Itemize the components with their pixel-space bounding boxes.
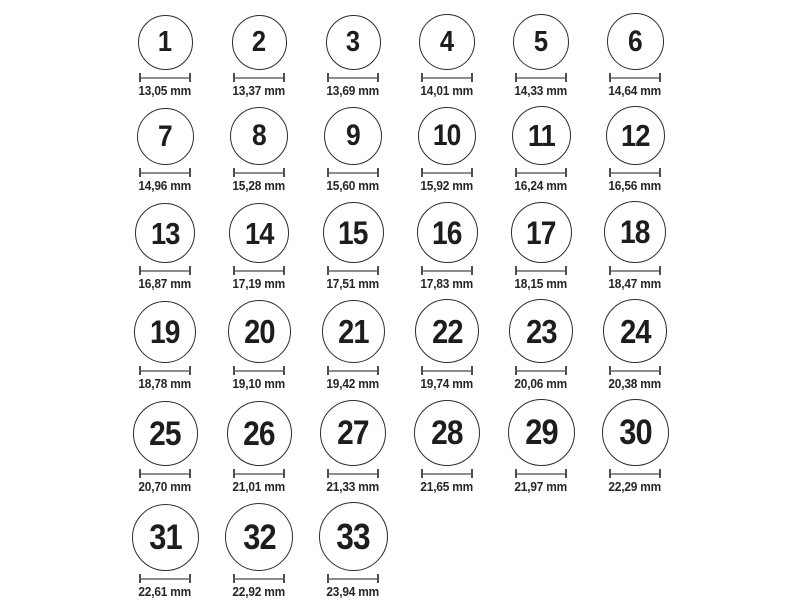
diameter-label: 14,64 mm [608, 84, 662, 98]
ring-size-cell [588, 106, 682, 194]
diameter-label: 21,01 mm [232, 480, 286, 494]
diameter-measure-line [233, 73, 285, 82]
ring-size-cell [306, 502, 400, 600]
diameter-measure-line [515, 168, 567, 177]
diameter-measure-line [609, 168, 661, 177]
ring-size-cell [400, 202, 494, 292]
diameter-measure-line [421, 266, 473, 275]
diameter-measure-line [327, 366, 379, 375]
diameter-label: 13,05 mm [138, 84, 192, 98]
ring-size-cell [400, 400, 494, 495]
ring-size-number: 28 [431, 414, 463, 452]
ring-size-number: 33 [336, 515, 370, 557]
ring-circle [132, 504, 199, 571]
ring-size-cell [306, 202, 400, 292]
ring-size-number: 30 [618, 413, 652, 452]
ring-size-number: 16 [432, 214, 462, 251]
ring-size-cell [118, 15, 212, 99]
diameter-label: 20,70 mm [138, 480, 192, 494]
ring-size-cell [118, 108, 212, 194]
diameter-measure-line [139, 266, 191, 275]
ring-circle [415, 299, 479, 363]
diameter-measure-line [515, 469, 567, 478]
diameter-label: 18,15 mm [514, 277, 568, 291]
diameter-label: 21,65 mm [420, 480, 474, 494]
ring-circle [418, 107, 476, 165]
ring-size-cell [118, 301, 212, 392]
ring-circle [604, 201, 666, 263]
ring-size-number: 3 [346, 26, 360, 58]
diameter-label: 14,33 mm [514, 84, 568, 98]
diameter-label: 13,37 mm [232, 84, 286, 98]
ring-circle [603, 299, 667, 363]
ring-size-cell [400, 14, 494, 99]
diameter-label: 15,92 mm [420, 179, 474, 193]
ring-size-cell [588, 13, 682, 99]
diameter-measure-line [609, 73, 661, 82]
diameter-label: 15,60 mm [326, 179, 380, 193]
ring-circle [137, 108, 194, 165]
ring-circle [322, 300, 385, 363]
ring-size-number: 7 [158, 119, 172, 153]
ring-size-cell [212, 15, 306, 99]
diameter-measure-line [327, 469, 379, 478]
ring-size-cell [118, 504, 212, 600]
size-row [0, 13, 800, 99]
diameter-measure-line [327, 73, 379, 82]
diameter-measure-line [139, 574, 191, 583]
ring-circle [320, 400, 386, 466]
ring-size-cell [494, 202, 588, 292]
ring-size-number: 19 [150, 314, 180, 350]
diameter-measure-line [421, 168, 473, 177]
diameter-measure-line [609, 366, 661, 375]
diameter-measure-line [421, 73, 473, 82]
ring-size-number: 32 [242, 517, 276, 557]
diameter-label: 21,33 mm [326, 480, 380, 494]
ring-circle [513, 14, 569, 70]
diameter-label: 17,51 mm [326, 277, 380, 291]
diameter-label: 22,29 mm [608, 480, 662, 494]
ring-circle [229, 203, 289, 263]
ring-size-number: 17 [526, 214, 556, 251]
ring-size-cell [118, 203, 212, 292]
diameter-label: 23,94 mm [326, 585, 380, 599]
size-row [0, 299, 800, 392]
size-row [0, 106, 800, 194]
diameter-label: 16,56 mm [608, 179, 662, 193]
diameter-measure-line [233, 469, 285, 478]
ring-circle [602, 399, 669, 466]
ring-circle [512, 106, 571, 165]
ring-circle [232, 15, 287, 70]
ring-size-cell [212, 107, 306, 194]
diameter-label: 21,97 mm [514, 480, 568, 494]
diameter-measure-line [515, 73, 567, 82]
ring-size-number: 1 [158, 26, 172, 58]
size-row [0, 399, 800, 495]
ring-circle [133, 401, 198, 466]
ring-size-cell [212, 300, 306, 392]
diameter-label: 16,24 mm [514, 179, 568, 193]
ring-circle [319, 502, 388, 571]
ring-circle [135, 203, 195, 263]
diameter-label: 19,74 mm [420, 377, 474, 391]
ring-size-number: 11 [527, 118, 555, 153]
ring-circle [607, 13, 664, 70]
diameter-label: 13,69 mm [326, 84, 380, 98]
ring-size-number: 14 [244, 215, 274, 251]
diameter-measure-line [139, 366, 191, 375]
ring-circle [414, 400, 480, 466]
ring-size-number: 12 [620, 118, 650, 153]
ring-size-number: 9 [346, 119, 360, 152]
ring-size-number: 25 [149, 414, 181, 453]
ring-circle [508, 399, 575, 466]
diameter-measure-line [233, 266, 285, 275]
ring-size-number: 29 [524, 413, 558, 452]
ring-circle [606, 106, 665, 165]
ring-size-cell [494, 299, 588, 392]
ring-size-cell [212, 503, 306, 600]
ring-size-cell [306, 400, 400, 495]
diameter-measure-line [421, 469, 473, 478]
diameter-measure-line [327, 574, 379, 583]
diameter-label: 14,01 mm [420, 84, 474, 98]
ring-size-number: 2 [252, 26, 266, 58]
diameter-measure-line [139, 168, 191, 177]
diameter-measure-line [139, 73, 191, 82]
ring-size-number: 23 [525, 312, 557, 350]
ring-circle [324, 107, 382, 165]
diameter-label: 22,61 mm [138, 585, 192, 599]
diameter-measure-line [327, 266, 379, 275]
ring-size-number: 22 [431, 312, 463, 350]
ring-size-number: 10 [433, 119, 461, 152]
ring-size-number: 5 [534, 25, 548, 58]
ring-size-cell [118, 401, 212, 495]
ring-size-cell [588, 299, 682, 392]
ring-circle [225, 503, 293, 571]
ring-circle [230, 107, 288, 165]
ring-size-number: 26 [243, 414, 275, 453]
ring-circle [138, 15, 193, 70]
size-row [0, 201, 800, 292]
diameter-label: 19,42 mm [326, 377, 380, 391]
ring-size-number: 4 [440, 25, 454, 58]
ring-circle [417, 202, 478, 263]
ring-size-number: 8 [252, 119, 266, 152]
ring-size-cell [588, 399, 682, 495]
ring-size-number: 31 [148, 518, 182, 557]
diameter-label: 17,83 mm [420, 277, 474, 291]
diameter-measure-line [609, 469, 661, 478]
ring-size-cell [306, 300, 400, 392]
diameter-label: 16,87 mm [138, 277, 192, 291]
diameter-label: 15,28 mm [232, 179, 286, 193]
ring-circle [227, 401, 292, 466]
ring-size-cell [400, 299, 494, 392]
diameter-label: 14,96 mm [138, 179, 192, 193]
ring-circle [509, 299, 573, 363]
ring-size-cell [212, 401, 306, 495]
ring-size-number: 20 [243, 313, 275, 350]
diameter-measure-line [233, 168, 285, 177]
ring-size-cell [400, 107, 494, 194]
diameter-measure-line [609, 266, 661, 275]
ring-circle [326, 15, 381, 70]
ring-size-cell [494, 106, 588, 194]
ring-circle [511, 202, 572, 263]
ring-size-number: 18 [620, 214, 650, 250]
ring-size-cell [306, 107, 400, 194]
ring-circle [134, 301, 196, 363]
diameter-label: 20,06 mm [514, 377, 568, 391]
ring-size-cell [494, 14, 588, 99]
ring-size-cell [306, 15, 400, 99]
diameter-label: 18,78 mm [138, 377, 192, 391]
diameter-measure-line [421, 366, 473, 375]
ring-circle [228, 300, 291, 363]
diameter-measure-line [233, 366, 285, 375]
diameter-measure-line [515, 266, 567, 275]
size-row [0, 502, 800, 600]
ring-size-number: 15 [338, 214, 368, 251]
ring-size-number: 27 [337, 414, 369, 452]
ring-size-number: 24 [619, 312, 651, 350]
ring-circle [419, 14, 475, 70]
ring-size-cell [494, 399, 588, 495]
diameter-measure-line [139, 469, 191, 478]
diameter-label: 20,38 mm [608, 377, 662, 391]
diameter-measure-line [327, 168, 379, 177]
ring-size-number: 6 [628, 24, 642, 58]
ring-size-cell [588, 201, 682, 292]
ring-circle [323, 202, 384, 263]
diameter-measure-line [233, 574, 285, 583]
diameter-measure-line [515, 366, 567, 375]
diameter-label: 22,92 mm [232, 585, 286, 599]
diameter-label: 17,19 mm [232, 277, 286, 291]
ring-size-number: 21 [337, 313, 369, 350]
ring-size-cell [212, 203, 306, 292]
diameter-label: 19,10 mm [232, 377, 286, 391]
ring-size-number: 13 [150, 215, 180, 251]
diameter-label: 18,47 mm [608, 277, 662, 291]
